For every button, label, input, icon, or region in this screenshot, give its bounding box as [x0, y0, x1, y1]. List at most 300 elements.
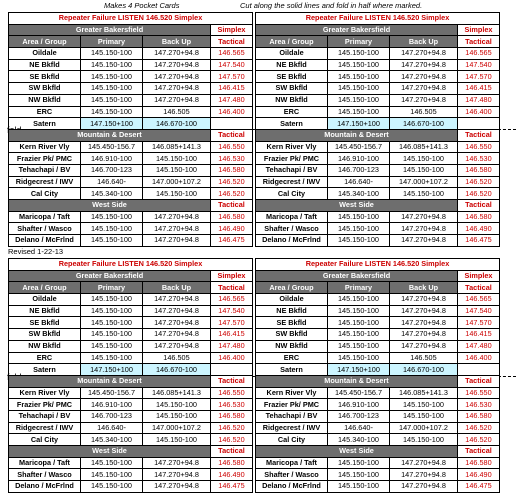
table-row — [256, 364, 500, 376]
primary-frequency: 146.700-123 — [328, 164, 390, 176]
tactical-frequency: 146.530 — [458, 153, 500, 165]
backup-frequency: 146.085+141.3 — [143, 141, 211, 153]
primary-frequency: 145.150-100 — [328, 329, 390, 341]
section-header: Mountain & Desert — [9, 129, 211, 141]
pocket-card-4 — [255, 258, 500, 493]
table-row — [256, 48, 500, 60]
section-header: Mountain & Desert — [9, 375, 211, 387]
table-row — [256, 211, 500, 223]
table-row — [9, 211, 253, 223]
table-row — [9, 48, 253, 60]
card-title: Repeater Failure LISTEN 146.520 Simplex — [256, 13, 500, 25]
area-name: Oildale — [256, 48, 328, 60]
backup-frequency: 146.505 — [390, 352, 458, 364]
tactical-frequency: 146.580 — [458, 211, 500, 223]
table-row — [9, 59, 253, 71]
tactical-frequency: 146.550 — [458, 141, 500, 153]
table-row — [256, 352, 500, 364]
table-row — [256, 59, 500, 71]
table-row — [9, 235, 253, 247]
primary-frequency: 145.150-100 — [328, 340, 390, 352]
backup-frequency: 146.505 — [143, 352, 211, 364]
primary-frequency: 145.340-100 — [328, 188, 390, 200]
table-row — [9, 305, 253, 317]
tactical-frequency: 146.530 — [458, 399, 500, 411]
area-name: Ridgecrest / IWV — [9, 176, 81, 188]
area-name: ERC — [256, 106, 328, 118]
primary-frequency: 145.150-100 — [81, 48, 143, 60]
primary-frequency: 145.150-100 — [81, 305, 143, 317]
primary-frequency: 145.150-100 — [328, 59, 390, 71]
backup-frequency: 146.085+141.3 — [390, 387, 458, 399]
tactical-frequency: 146.415 — [458, 329, 500, 341]
primary-frequency: 145.150-100 — [81, 235, 143, 247]
table-row — [256, 387, 500, 399]
tactical-frequency: 146.520 — [211, 176, 253, 188]
tactical-frequency — [458, 364, 500, 376]
column-header-primary: Primary — [81, 36, 143, 48]
backup-frequency: 147.270+94.8 — [143, 211, 211, 223]
tactical-frequency: 146.490 — [458, 469, 500, 481]
primary-frequency: 145.150-100 — [81, 71, 143, 83]
table-row — [9, 329, 253, 341]
primary-frequency: 145.150-100 — [81, 59, 143, 71]
area-name: Ridgecrest / IWV — [9, 422, 81, 434]
area-name: Cal City — [256, 434, 328, 446]
primary-frequency: 145.150-100 — [328, 71, 390, 83]
primary-frequency: 147.150+100 — [81, 364, 143, 376]
backup-frequency: 145.150-100 — [143, 164, 211, 176]
table-row — [256, 457, 500, 469]
backup-frequency: 147.270+94.8 — [143, 457, 211, 469]
area-name: NE Bkfld — [256, 305, 328, 317]
tactical-frequency: 146.580 — [458, 457, 500, 469]
area-name: ERC — [9, 352, 81, 364]
area-name: Delano / McFrlnd — [9, 235, 81, 247]
tactical-frequency: 147.570 — [458, 71, 500, 83]
area-name: Tehachapi / BV — [9, 164, 81, 176]
area-name: Shafter / Wasco — [9, 223, 81, 235]
primary-frequency: 146.910-100 — [81, 153, 143, 165]
backup-frequency: 147.000+107.2 — [143, 176, 211, 188]
tactical-frequency: 146.530 — [211, 399, 253, 411]
backup-frequency: 147.270+94.8 — [390, 329, 458, 341]
table-row — [256, 329, 500, 341]
area-name: Frazier Pk/ PMC — [256, 153, 328, 165]
backup-frequency: 147.270+94.8 — [143, 340, 211, 352]
area-name: Frazier Pk/ PMC — [9, 153, 81, 165]
tactical-frequency: 146.490 — [211, 223, 253, 235]
backup-frequency: 147.270+94.8 — [143, 305, 211, 317]
column-header-backup: Back Up — [390, 282, 458, 294]
section-header: Greater Bakersfield — [256, 24, 458, 36]
backup-frequency: 147.270+94.8 — [143, 317, 211, 329]
section-header-label: Tactical — [211, 446, 253, 458]
table-row — [256, 340, 500, 352]
tactical-frequency: 146.565 — [211, 294, 253, 306]
table-row — [9, 141, 253, 153]
backup-frequency: 147.270+94.8 — [390, 223, 458, 235]
area-name: Maricopa / Taft — [9, 457, 81, 469]
primary-frequency: 145.150-100 — [81, 340, 143, 352]
area-name: Satern — [9, 364, 81, 376]
table-row — [256, 83, 500, 95]
primary-frequency: 145.150-100 — [328, 48, 390, 60]
area-name: Tehachapi / BV — [256, 164, 328, 176]
area-name: Cal City — [9, 188, 81, 200]
tactical-frequency: 146.475 — [211, 481, 253, 493]
area-name: Satern — [256, 118, 328, 130]
primary-frequency: 145.150-100 — [81, 83, 143, 95]
tactical-frequency: 146.580 — [458, 410, 500, 422]
area-name: Kern River Vly — [256, 387, 328, 399]
area-name: Tehachapi / BV — [256, 410, 328, 422]
area-name: NE Bkfld — [256, 59, 328, 71]
tactical-frequency: 146.520 — [458, 176, 500, 188]
table-row — [256, 94, 500, 106]
tactical-frequency: 147.480 — [211, 94, 253, 106]
primary-frequency: 146.700-123 — [81, 410, 143, 422]
area-name: Shafter / Wasco — [256, 223, 328, 235]
primary-frequency: 145.150-100 — [328, 317, 390, 329]
primary-frequency: 145.150-100 — [328, 83, 390, 95]
primary-frequency: 147.150+100 — [328, 118, 390, 130]
backup-frequency: 147.270+94.8 — [390, 294, 458, 306]
backup-frequency: 146.505 — [390, 106, 458, 118]
section-header-label: Simplex — [211, 270, 253, 282]
area-name: Delano / McFrlnd — [256, 481, 328, 493]
primary-frequency: 145.450-156.7 — [328, 387, 390, 399]
area-name: NE Bkfld — [9, 59, 81, 71]
tactical-frequency: 146.490 — [211, 469, 253, 481]
column-header-backup: Back Up — [143, 36, 211, 48]
primary-frequency: 145.150-100 — [81, 329, 143, 341]
backup-frequency: 146.085+141.3 — [143, 387, 211, 399]
backup-frequency: 147.270+94.8 — [390, 317, 458, 329]
tactical-frequency: 146.415 — [211, 83, 253, 95]
area-name: Oildale — [9, 294, 81, 306]
tactical-frequency: 147.540 — [211, 59, 253, 71]
primary-frequency: 145.150-100 — [328, 352, 390, 364]
backup-frequency: 147.270+94.8 — [143, 48, 211, 60]
primary-frequency: 147.150+100 — [328, 364, 390, 376]
tactical-frequency: 147.540 — [458, 305, 500, 317]
section-header-label: Simplex — [458, 24, 500, 36]
area-name: SE Bkfld — [9, 317, 81, 329]
area-name: SW Bkfld — [9, 83, 81, 95]
tactical-frequency: 147.570 — [211, 317, 253, 329]
tactical-frequency: 146.565 — [458, 48, 500, 60]
area-name: Kern River Vly — [256, 141, 328, 153]
card-title: Repeater Failure LISTEN 146.520 Simplex — [9, 13, 253, 25]
primary-frequency: 145.150-100 — [81, 294, 143, 306]
backup-frequency: 146.505 — [143, 106, 211, 118]
table-row — [9, 71, 253, 83]
backup-frequency: 147.270+94.8 — [143, 94, 211, 106]
area-name: Frazier Pk/ PMC — [256, 399, 328, 411]
section-header: West Side — [256, 446, 458, 458]
tactical-frequency: 146.565 — [458, 294, 500, 306]
area-name: NW Bkfld — [256, 340, 328, 352]
table-row — [256, 399, 500, 411]
tactical-frequency: 146.490 — [458, 223, 500, 235]
tactical-frequency: 146.520 — [211, 188, 253, 200]
primary-frequency: 147.150+100 — [81, 118, 143, 130]
backup-frequency: 147.270+94.8 — [143, 235, 211, 247]
card-title: Repeater Failure LISTEN 146.520 Simplex — [9, 259, 253, 271]
table-row — [9, 469, 253, 481]
primary-frequency: 146.640- — [328, 422, 390, 434]
table-row — [9, 457, 253, 469]
table-row — [256, 153, 500, 165]
backup-frequency: 146.670-100 — [390, 118, 458, 130]
backup-frequency: 145.150-100 — [390, 434, 458, 446]
primary-frequency: 145.450-156.7 — [81, 141, 143, 153]
backup-frequency: 147.270+94.8 — [143, 329, 211, 341]
tactical-frequency: 146.580 — [211, 410, 253, 422]
backup-frequency: 146.670-100 — [143, 118, 211, 130]
primary-frequency: 145.150-100 — [328, 294, 390, 306]
tactical-frequency: 146.550 — [211, 141, 253, 153]
table-row — [9, 176, 253, 188]
area-name: SW Bkfld — [9, 329, 81, 341]
primary-frequency: 145.150-100 — [81, 106, 143, 118]
primary-frequency: 145.150-100 — [328, 106, 390, 118]
pocket-card-3 — [8, 258, 253, 493]
area-name: Oildale — [9, 48, 81, 60]
tactical-frequency: 146.475 — [211, 235, 253, 247]
column-header-area: Area / Group — [9, 36, 81, 48]
area-name: SE Bkfld — [256, 71, 328, 83]
section-header: West Side — [256, 200, 458, 212]
table-row — [9, 317, 253, 329]
table-row — [256, 481, 500, 493]
area-name: Frazier Pk/ PMC — [9, 399, 81, 411]
primary-frequency: 145.450-156.7 — [328, 141, 390, 153]
table-row — [9, 434, 253, 446]
table-row — [9, 352, 253, 364]
primary-frequency: 145.150-100 — [328, 481, 390, 493]
area-name: NW Bkfld — [256, 94, 328, 106]
area-name: Cal City — [9, 434, 81, 446]
area-name: Maricopa / Taft — [256, 211, 328, 223]
tactical-frequency: 146.520 — [211, 422, 253, 434]
primary-frequency: 145.150-100 — [328, 211, 390, 223]
tactical-frequency: 147.480 — [458, 340, 500, 352]
column-header-backup: Back Up — [143, 282, 211, 294]
tactical-frequency: 147.570 — [211, 71, 253, 83]
backup-frequency: 146.085+141.3 — [390, 141, 458, 153]
section-header: West Side — [9, 446, 211, 458]
section-header: West Side — [9, 200, 211, 212]
table-row — [9, 410, 253, 422]
area-name: Oildale — [256, 294, 328, 306]
table-row — [256, 317, 500, 329]
table-row — [9, 387, 253, 399]
primary-frequency: 145.450-156.7 — [81, 387, 143, 399]
area-name: Cal City — [256, 188, 328, 200]
area-name: NW Bkfld — [9, 94, 81, 106]
primary-frequency: 145.340-100 — [328, 434, 390, 446]
table-row — [256, 305, 500, 317]
area-name: Delano / McFrlnd — [256, 235, 328, 247]
backup-frequency: 146.670-100 — [390, 364, 458, 376]
area-name: ERC — [256, 352, 328, 364]
primary-frequency: 145.150-100 — [328, 94, 390, 106]
pocket-card-1 — [8, 12, 253, 247]
table-row — [9, 94, 253, 106]
backup-frequency: 147.270+94.8 — [143, 59, 211, 71]
primary-frequency: 145.340-100 — [81, 434, 143, 446]
table-row — [256, 422, 500, 434]
table-row — [9, 164, 253, 176]
backup-frequency: 147.270+94.8 — [390, 340, 458, 352]
section-header: Mountain & Desert — [256, 375, 458, 387]
table-row — [256, 164, 500, 176]
backup-frequency: 145.150-100 — [390, 399, 458, 411]
area-name: Satern — [9, 118, 81, 130]
backup-frequency: 147.270+94.8 — [390, 211, 458, 223]
section-header-label: Simplex — [211, 24, 253, 36]
backup-frequency: 147.270+94.8 — [390, 59, 458, 71]
table-row — [9, 294, 253, 306]
table-row — [256, 294, 500, 306]
tactical-frequency — [458, 118, 500, 130]
table-row — [256, 235, 500, 247]
column-header-area: Area / Group — [256, 36, 328, 48]
note-cut-instructions: Cut along the solid lines and fold in half where marked. — [240, 1, 423, 10]
table-row — [9, 223, 253, 235]
tactical-frequency: 147.540 — [211, 305, 253, 317]
tactical-frequency: 146.475 — [458, 481, 500, 493]
section-header-label: Tactical — [211, 129, 253, 141]
area-name: Kern River Vly — [9, 141, 81, 153]
table-row — [9, 83, 253, 95]
tactical-frequency: 147.480 — [458, 94, 500, 106]
tactical-frequency: 146.400 — [458, 106, 500, 118]
area-name: Ridgecrest / IWV — [256, 176, 328, 188]
backup-frequency: 145.150-100 — [390, 410, 458, 422]
primary-frequency: 146.640- — [328, 176, 390, 188]
backup-frequency: 145.150-100 — [143, 434, 211, 446]
section-header-label: Tactical — [458, 200, 500, 212]
primary-frequency: 146.910-100 — [328, 399, 390, 411]
table-row — [9, 118, 253, 130]
column-header-tactical: Tactical — [211, 282, 253, 294]
card-title: Repeater Failure LISTEN 146.520 Simplex — [256, 259, 500, 271]
backup-frequency: 147.000+107.2 — [390, 176, 458, 188]
area-name: Shafter / Wasco — [256, 469, 328, 481]
backup-frequency: 147.270+94.8 — [143, 469, 211, 481]
primary-frequency: 145.150-100 — [81, 317, 143, 329]
table-row — [9, 106, 253, 118]
tactical-frequency: 146.475 — [458, 235, 500, 247]
backup-frequency: 145.150-100 — [390, 188, 458, 200]
area-name: Shafter / Wasco — [9, 469, 81, 481]
table-row — [256, 410, 500, 422]
section-header-label: Tactical — [458, 129, 500, 141]
table-row — [256, 176, 500, 188]
area-name: Ridgecrest / IWV — [256, 422, 328, 434]
table-row — [9, 481, 253, 493]
primary-frequency: 146.640- — [81, 422, 143, 434]
table-row — [256, 106, 500, 118]
table-row — [9, 188, 253, 200]
section-header-label: Tactical — [458, 446, 500, 458]
tactical-frequency: 146.520 — [458, 434, 500, 446]
backup-frequency: 145.150-100 — [390, 164, 458, 176]
table-row — [256, 469, 500, 481]
backup-frequency: 147.270+94.8 — [143, 481, 211, 493]
area-name: Satern — [256, 364, 328, 376]
area-name: Kern River Vly — [9, 387, 81, 399]
backup-frequency: 145.150-100 — [143, 188, 211, 200]
backup-frequency: 147.000+107.2 — [143, 422, 211, 434]
primary-frequency: 145.150-100 — [328, 457, 390, 469]
section-header-label: Tactical — [211, 375, 253, 387]
backup-frequency: 147.270+94.8 — [143, 223, 211, 235]
tactical-frequency: 146.550 — [211, 387, 253, 399]
primary-frequency: 145.150-100 — [81, 457, 143, 469]
primary-frequency: 145.150-100 — [328, 235, 390, 247]
section-header: Greater Bakersfield — [9, 24, 211, 36]
tactical-frequency: 146.580 — [211, 211, 253, 223]
area-name: SE Bkfld — [9, 71, 81, 83]
primary-frequency: 145.150-100 — [81, 352, 143, 364]
tactical-frequency: 146.550 — [458, 387, 500, 399]
backup-frequency: 145.150-100 — [390, 153, 458, 165]
tactical-frequency: 146.530 — [211, 153, 253, 165]
tactical-frequency: 146.415 — [458, 83, 500, 95]
tactical-frequency: 146.400 — [458, 352, 500, 364]
backup-frequency: 147.270+94.8 — [143, 83, 211, 95]
area-name: SE Bkfld — [256, 317, 328, 329]
primary-frequency: 145.150-100 — [81, 94, 143, 106]
primary-frequency: 145.150-100 — [328, 305, 390, 317]
tactical-frequency: 146.580 — [211, 164, 253, 176]
tactical-frequency: 146.565 — [211, 48, 253, 60]
backup-frequency: 147.270+94.8 — [390, 94, 458, 106]
backup-frequency: 145.150-100 — [143, 399, 211, 411]
backup-frequency: 147.270+94.8 — [390, 48, 458, 60]
primary-frequency: 145.340-100 — [81, 188, 143, 200]
column-header-area: Area / Group — [9, 282, 81, 294]
column-header-tactical: Tactical — [211, 36, 253, 48]
table-row — [256, 71, 500, 83]
backup-frequency: 147.270+94.8 — [390, 469, 458, 481]
section-header-label: Tactical — [458, 375, 500, 387]
table-row — [9, 399, 253, 411]
tactical-frequency: 147.540 — [458, 59, 500, 71]
backup-frequency: 147.270+94.8 — [143, 294, 211, 306]
area-name: Maricopa / Taft — [9, 211, 81, 223]
area-name: SW Bkfld — [256, 83, 328, 95]
tactical-frequency: 146.580 — [211, 457, 253, 469]
primary-frequency: 146.700-123 — [81, 164, 143, 176]
tactical-frequency — [211, 118, 253, 130]
primary-frequency: 146.640- — [81, 176, 143, 188]
table-row — [256, 223, 500, 235]
column-header-primary: Primary — [328, 36, 390, 48]
tactical-frequency: 146.520 — [458, 188, 500, 200]
tactical-frequency — [211, 364, 253, 376]
section-header: Greater Bakersfield — [9, 270, 211, 282]
primary-frequency: 145.150-100 — [81, 481, 143, 493]
backup-frequency: 147.270+94.8 — [390, 457, 458, 469]
backup-frequency: 145.150-100 — [143, 410, 211, 422]
primary-frequency: 145.150-100 — [81, 223, 143, 235]
tactical-frequency: 146.400 — [211, 106, 253, 118]
